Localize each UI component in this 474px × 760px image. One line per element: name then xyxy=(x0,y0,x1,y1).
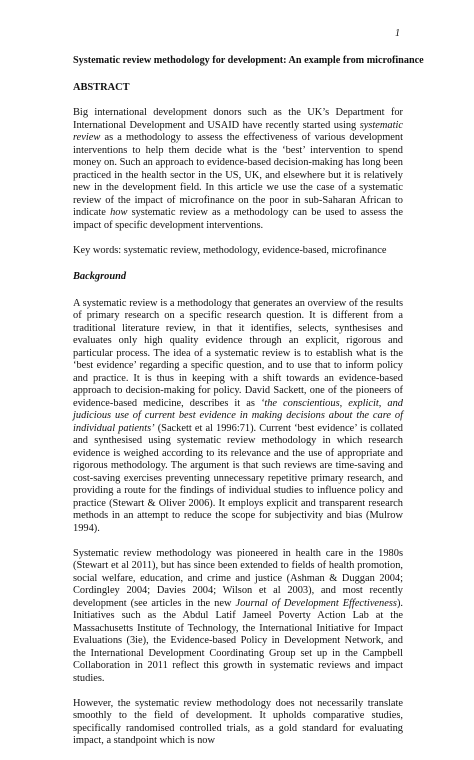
abstract-text-2: as a methodology to assess the effectiveness of various development interventions to help them decide what is the ‘best’ intervention to spend money on. Such an approach to evidence-based decision-making has long been practiced in the health sector in the US, UK, and elsewhere but it is relatively new in the development field. In this article we use the case of a systematic review of the impact of microfinance on the poor in sub-Saharan African to indicate xyxy=(73,132,403,218)
sackett-quote: ‘the conscientious, explicit, and judicious use of current best evidence in making decisions about the care of individual patients’ xyxy=(73,397,404,434)
page-content xyxy=(73,55,424,760)
background-p2-text-a: Systematic review methodology was pioneered in health care in the 1980s (Stewart et al 2011), but has since been extended to fields of health promotion, social welfare, education, and crime and justice (Ashman & Duggan 2004; Cordingley 2004; Davies 2004; Wilson et al 2003), and most recently development (see articles in the new xyxy=(73,547,403,609)
abstract-emphasis-systematic-review: systematic review xyxy=(73,119,403,143)
abstract-paragraph xyxy=(73,107,403,232)
page-number: 1 xyxy=(395,28,400,39)
background-heading: Background xyxy=(73,271,127,282)
background-paragraph-2 xyxy=(73,548,403,686)
abstract-heading: ABSTRACT xyxy=(73,81,130,93)
journal-title: Journal of Development Effectiveness xyxy=(235,597,397,609)
background-p1-text-a: A systematic review is a methodology that generates an overview of the results of primary research on a specific research question. It is different from a traditional literature review, in that it identifies, selects, synthesises and evaluates only high quality evidence through an explicit, rigorous and particular process. The idea of a systematic review is to establish what is the ‘best evidence’ regarding a specific question, and to use that to inform policy and practice. It is thus in keeping with a shift towards an evidence-based approach to decision-making for policy. David Sackett, one of the pioneers of evidence-based medicine, describes it as xyxy=(73,297,403,409)
background-paragraph-3: However, the systematic review methodology does not necessarily translate smoothly to the field of development. It upholds comparative studies, specifically randomised controlled trials, as a gold standard for evaluating impact, a standpoint which is now xyxy=(73,697,403,746)
abstract-text-1: Big international development donors such as the UK’s Department for International Development and USAID have recently started using xyxy=(73,107,403,131)
abstract-emphasis-how: how xyxy=(110,207,128,218)
background-p2-text-b: ). Initiatives such as the Abdul Latif Jameel Poverty Action Lab at the Massachusetts Institute of Technology, the International Initiative for Impact Evaluations (3ie), the Evidence-based Policy in Development Network, and the International Development Coordinating Group set up in the Campbell Collaboration in 2011 reflect this growth in systematic reviews and impact studies. xyxy=(73,597,403,684)
abstract-text-3: systematic review as a methodology can be used to assess the impact of specific development interventions. xyxy=(73,207,403,231)
background-p1-text-b: (Sackett et al 1996:71). Current ‘best evidence’ is collated and synthesised using systematic review methodology in which research evidence is weighed according to its relevance and the use of appropriate and rigorous methodology. The argument is that such reviews are time-saving and cost-saving exercises preventing unnecessary repetitive primary research, and providing a route for the findings of individual studies to influence policy and practice (Stewart & Oliver 2006). It employs explicit and transparent research methods in an attempt to reduce the scope for subjectivity and bias (Mulrow 1994). xyxy=(73,422,403,534)
paper-title: Systematic review methodology for development: An example from microfinance xyxy=(73,55,424,66)
background-paragraph-1 xyxy=(73,298,403,536)
keywords-line: Key words: systematic review, methodology, evidence-based, microfinance xyxy=(73,244,387,256)
